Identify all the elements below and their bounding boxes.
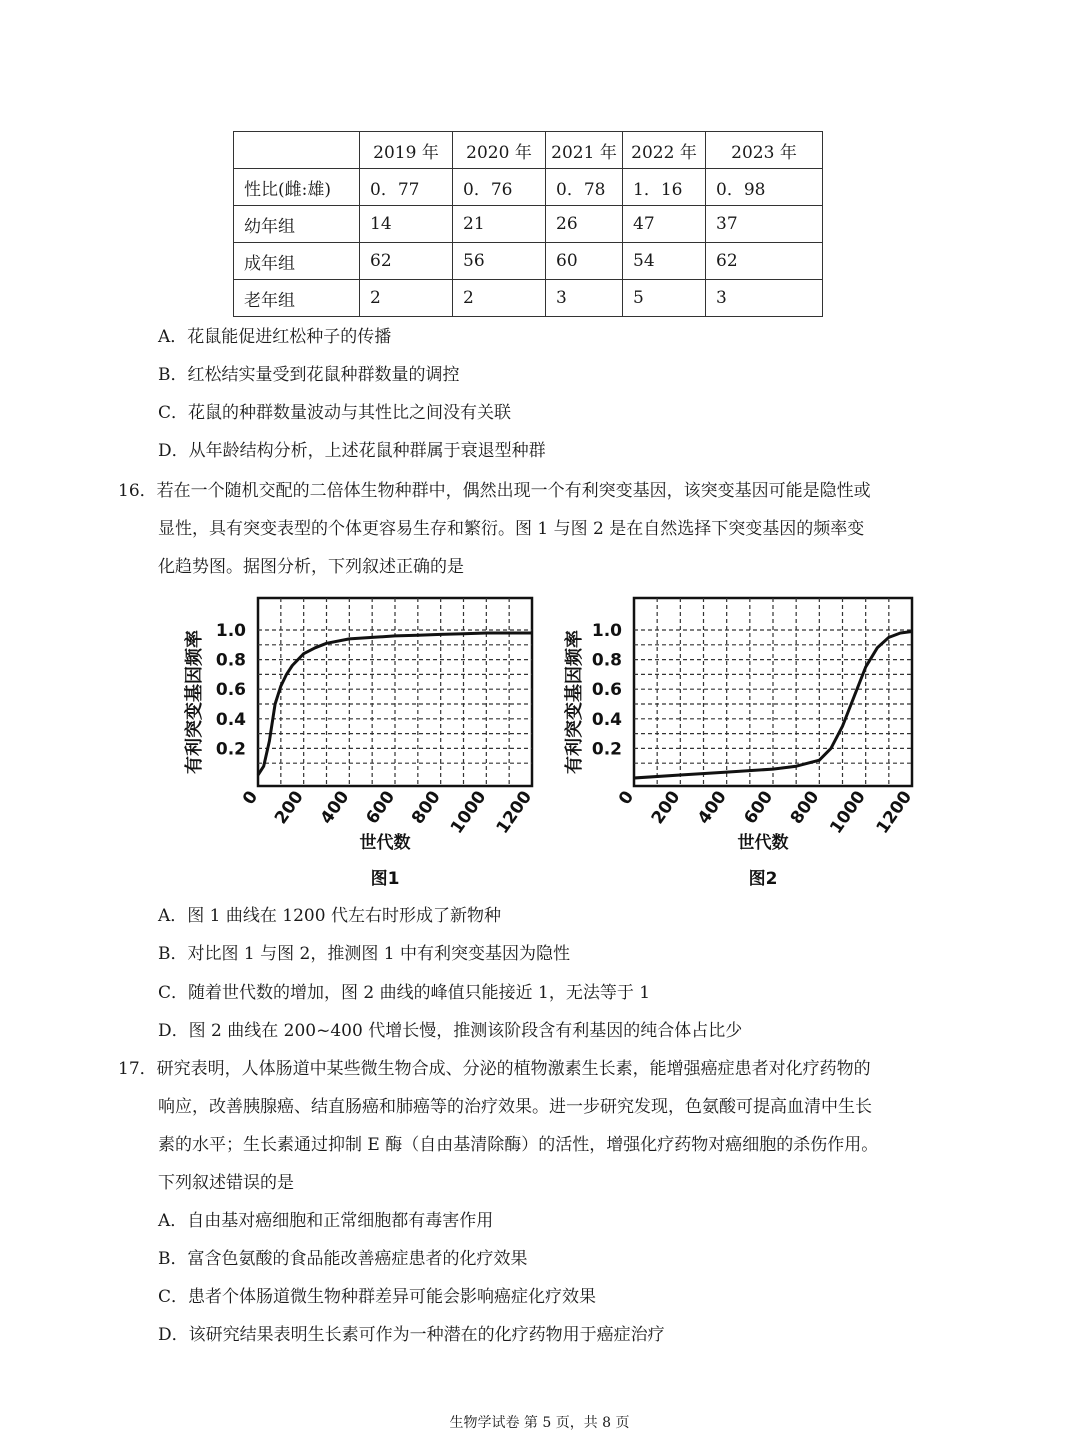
table-cell: 0．98 bbox=[706, 169, 823, 206]
table-header-cell: 2021 年 bbox=[546, 132, 623, 169]
table-cell: 54 bbox=[623, 243, 706, 280]
y-tick-label: 0.8 bbox=[215, 650, 246, 671]
x-tick-label: 400 bbox=[694, 787, 731, 828]
y-tick-label: 1.0 bbox=[591, 621, 622, 641]
q15-option-a: A．花鼠能促进红松种子的传播 bbox=[158, 327, 392, 347]
table-header-cell: 2019 年 bbox=[360, 132, 453, 169]
table-cell: 2 bbox=[360, 280, 453, 317]
x-tick-label: 1200 bbox=[492, 787, 537, 838]
figure-title: 图2 bbox=[748, 869, 778, 889]
table-header-cell: 2023 年 bbox=[706, 132, 823, 169]
x-tick-label: 1000 bbox=[446, 787, 491, 838]
q17-stem-line4: 下列叙述错误的是 bbox=[158, 1173, 294, 1193]
table-cell: 0．76 bbox=[453, 169, 546, 206]
q17-stem-line3: 素的水平；生长素通过抑制 E 酶（自由基清除酶）的活性，增强化疗药物对癌细胞的杀伤作用。 bbox=[158, 1135, 879, 1155]
table-cell: 0．78 bbox=[546, 169, 623, 206]
x-tick-label: 0 bbox=[614, 787, 639, 809]
figure-title: 图1 bbox=[370, 869, 400, 889]
q16-option-c: C．随着世代数的增加，图 2 曲线的峰值只能接近 1，无法等于 1 bbox=[158, 983, 651, 1003]
table-header-cell bbox=[234, 132, 360, 169]
table-cell: 1．16 bbox=[623, 169, 706, 206]
x-axis-label: 世代数 bbox=[737, 833, 789, 853]
x-tick-label: 600 bbox=[740, 787, 778, 828]
table-cell: 37 bbox=[706, 206, 823, 243]
figure-2-chart bbox=[560, 590, 950, 900]
q17-option-a: A．自由基对癌细胞和正常细胞都有毒害作用 bbox=[158, 1211, 494, 1231]
table-row bbox=[234, 206, 823, 243]
q16-option-d: D．图 2 曲线在 200~400 代增长慢，推测该阶段含有利基因的纯合体占比少 bbox=[158, 1021, 743, 1041]
y-axis-label: 有利突变基因频率 bbox=[564, 630, 585, 774]
population-table bbox=[233, 131, 823, 317]
q16-stem-line3: 化趋势图。据图分析，下列叙述正确的是 bbox=[158, 557, 464, 577]
q16-stem-line1: 16．若在一个随机交配的二倍体生物种群中，偶然出现一个有利突变基因，该突变基因可能是隐性或 bbox=[118, 481, 871, 501]
y-tick-label: 0.2 bbox=[215, 739, 246, 760]
x-tick-label: 1000 bbox=[826, 787, 870, 838]
y-axis-label: 有利突变基因频率 bbox=[184, 630, 205, 774]
y-tick-label: 0.6 bbox=[591, 680, 622, 701]
q17-stem-line1: 17．研究表明，人体肠道中某些微生物合成、分泌的植物激素生长素，能增强癌症患者对化疗药物的 bbox=[118, 1059, 871, 1079]
table-cell: 幼年组 bbox=[234, 206, 360, 243]
y-tick-label: 0.6 bbox=[215, 680, 246, 701]
x-tick-label: 400 bbox=[316, 787, 354, 828]
x-tick-label: 800 bbox=[786, 787, 824, 828]
q17-option-c: C．患者个体肠道微生物种群差异可能会影响癌症化疗效果 bbox=[158, 1287, 597, 1307]
q17-option-d: D．该研究结果表明生长素可作为一种潜在的化疗药物用于癌症治疗 bbox=[158, 1325, 665, 1345]
table-cell: 3 bbox=[706, 280, 823, 317]
table-cell: 56 bbox=[453, 243, 546, 280]
table-cell: 26 bbox=[546, 206, 623, 243]
page-footer: 生物学试卷 第 5 页，共 8 页 bbox=[449, 1415, 630, 1431]
table-cell: 14 bbox=[360, 206, 453, 243]
table-cell: 3 bbox=[546, 280, 623, 317]
table-cell: 62 bbox=[360, 243, 453, 280]
figure-1-chart bbox=[180, 590, 570, 900]
table-cell: 成年组 bbox=[234, 243, 360, 280]
y-tick-label: 1.0 bbox=[215, 621, 246, 641]
table-cell: 0．77 bbox=[360, 169, 453, 206]
table-cell: 老年组 bbox=[234, 280, 360, 317]
table-cell: 5 bbox=[623, 280, 706, 317]
table-cell: 性比(雌:雄) bbox=[234, 169, 360, 206]
table-header-cell: 2020 年 bbox=[453, 132, 546, 169]
q15-option-d: D．从年龄结构分析，上述花鼠种群属于衰退型种群 bbox=[158, 441, 546, 461]
table-cell: 62 bbox=[706, 243, 823, 280]
q16-option-a: A．图 1 曲线在 1200 代左右时形成了新物种 bbox=[158, 906, 501, 926]
table-row bbox=[234, 280, 823, 317]
table-header-row bbox=[234, 132, 823, 169]
table-cell: 60 bbox=[546, 243, 623, 280]
y-tick-label: 0.4 bbox=[591, 709, 622, 730]
q16-option-b: B．对比图 1 与图 2，推测图 1 中有利突变基因为隐性 bbox=[158, 944, 570, 964]
table-row bbox=[234, 243, 823, 280]
x-axis-label: 世代数 bbox=[359, 833, 411, 853]
x-tick-label: 0 bbox=[238, 787, 263, 809]
x-tick-label: 1200 bbox=[872, 787, 917, 838]
table-cell: 21 bbox=[453, 206, 546, 243]
table-cell: 47 bbox=[623, 206, 706, 243]
y-tick-label: 0.2 bbox=[591, 739, 622, 760]
table-row bbox=[234, 169, 823, 206]
q16-stem-line2: 显性，具有突变表型的个体更容易生存和繁衍。图 1 与图 2 是在自然选择下突变基因的频率变 bbox=[158, 519, 865, 539]
q15-option-b: B．红松结实量受到花鼠种群数量的调控 bbox=[158, 365, 460, 385]
q17-stem-line2: 响应，改善胰腺癌、结直肠癌和肺癌等的治疗效果。进一步研究发现，色氨酸可提高血清中生长 bbox=[158, 1097, 872, 1117]
x-tick-label: 200 bbox=[271, 787, 308, 828]
x-tick-label: 800 bbox=[408, 787, 445, 828]
table-cell: 2 bbox=[453, 280, 546, 317]
y-tick-label: 0.8 bbox=[591, 650, 622, 671]
x-tick-label: 200 bbox=[647, 787, 685, 828]
q17-option-b: B．富含色氨酸的食品能改善癌症患者的化疗效果 bbox=[158, 1249, 528, 1269]
x-tick-label: 600 bbox=[362, 787, 400, 828]
table-header-cell: 2022 年 bbox=[623, 132, 706, 169]
q15-option-c: C．花鼠的种群数量波动与其性比之间没有关联 bbox=[158, 403, 512, 423]
y-tick-label: 0.4 bbox=[215, 709, 246, 730]
